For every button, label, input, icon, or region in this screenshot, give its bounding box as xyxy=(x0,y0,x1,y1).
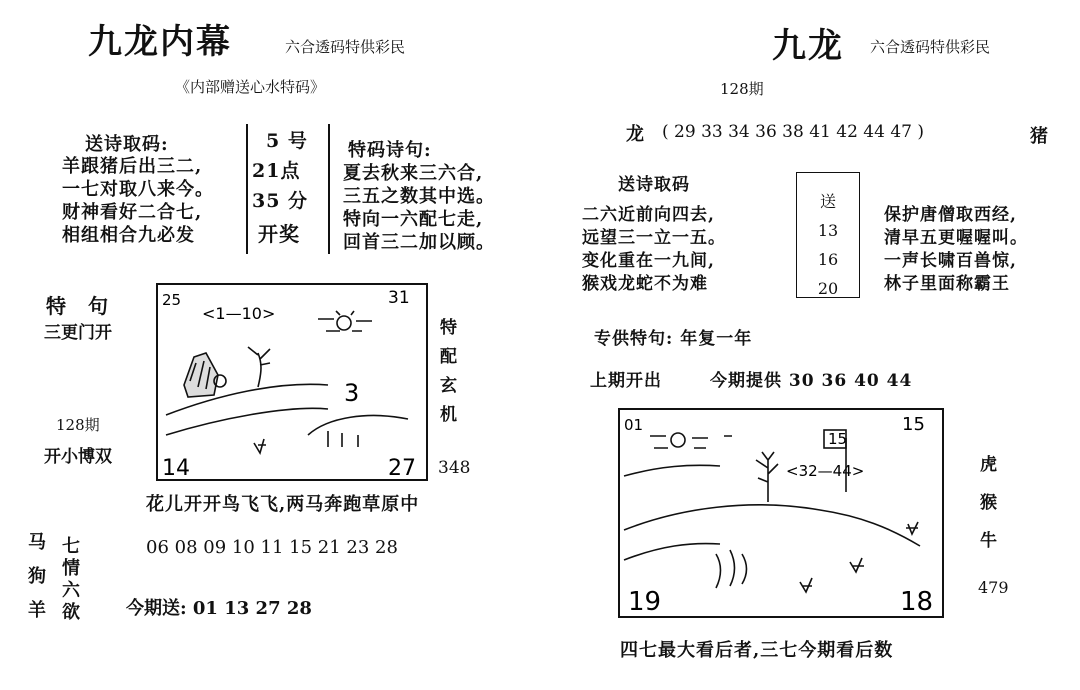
poem-line: 变化重在一九间, xyxy=(582,251,715,271)
poem-heading: 送诗取码: xyxy=(85,134,169,155)
emotion-label xyxy=(62,536,81,624)
animal: 猴 xyxy=(980,493,998,513)
corner-bl: 14 xyxy=(162,456,190,479)
right-sketch xyxy=(620,410,942,616)
te-label xyxy=(440,314,458,430)
last-label: 上期开出 xyxy=(590,371,662,391)
corner-tr: 31 xyxy=(388,288,410,308)
right-issue: 128期 xyxy=(720,80,764,98)
sun-icon xyxy=(318,311,372,331)
sun-icon xyxy=(650,433,732,448)
draw-day: 5 号 xyxy=(266,130,308,152)
dragon-label: 龙 xyxy=(626,124,645,145)
poem-line: 保护唐僧取西经, xyxy=(884,205,1017,225)
te-char: 玄 xyxy=(440,376,458,396)
corner-tl: 01 xyxy=(624,416,644,434)
right-title: 九龙 xyxy=(772,26,844,66)
divider xyxy=(328,124,330,254)
special-line: 回首三二加以顾。 xyxy=(343,232,495,253)
provide-text: 今期提供 30 36 40 44 xyxy=(710,371,913,391)
te-char: 配 xyxy=(440,347,458,367)
poem-line: 羊跟猪后出三二, xyxy=(62,156,203,177)
kai-text: 开小博双 xyxy=(44,447,112,467)
animal: 虎 xyxy=(980,455,998,475)
te-char: 特 xyxy=(440,318,458,338)
draw-minute: 35 分 xyxy=(252,190,309,212)
left-picture xyxy=(156,283,428,481)
send-number: 20 xyxy=(817,279,839,298)
today-send: 今期送: 01 13 27 28 xyxy=(126,598,312,619)
left-title: 九龙内幕 xyxy=(88,22,232,62)
corner-br: 27 xyxy=(388,456,416,479)
poem-line: 林子里面称霸王 xyxy=(884,274,1010,294)
range-text: <32—44> xyxy=(786,462,865,480)
left-code: 348 xyxy=(438,458,471,478)
poem-line: 二六近前向四去, xyxy=(582,205,715,225)
dragon-numbers: ( 29 33 34 36 38 41 42 44 47 ) xyxy=(662,122,924,142)
corner-tr: 15 xyxy=(902,414,925,435)
emotion-char: 七 xyxy=(62,536,81,557)
left-sketch xyxy=(158,285,426,479)
te-char: 机 xyxy=(440,405,458,425)
corner-bl: 19 xyxy=(628,587,662,616)
send-box xyxy=(796,172,860,298)
poem-line: 猴戏龙蛇不为难 xyxy=(582,274,708,294)
box-text: 15 xyxy=(828,430,848,448)
landscape-sketch xyxy=(624,430,920,592)
special-line: 特向一六配七走, xyxy=(343,209,484,230)
riddle-text: 花儿开开鸟飞飞,两马奔跑草原中 xyxy=(146,494,420,515)
poem-line: 一七对取八来今。 xyxy=(62,179,214,200)
send-label: 送 xyxy=(819,192,836,211)
gift-title: 《内部赠送心水特码》 xyxy=(175,78,326,96)
send-values xyxy=(797,173,859,303)
right-picture xyxy=(618,408,944,618)
right-poem-lines xyxy=(582,204,726,296)
special-sentence: 专供特句: 年复一年 xyxy=(594,329,753,349)
emotion-char: 欲 xyxy=(62,602,81,623)
pig-label: 猪 xyxy=(1030,126,1049,147)
animal: 马 xyxy=(28,532,47,553)
draw-label: 开奖 xyxy=(258,222,300,246)
left-subtitle: 六合透码特供彩民 xyxy=(285,38,406,56)
mark-text: 3 xyxy=(344,379,360,407)
poem-line: 相组相合九必发 xyxy=(62,225,195,246)
left-issue: 128期 xyxy=(56,416,100,434)
poem-line: 远望三一立一五。 xyxy=(582,228,726,248)
poem-lines xyxy=(62,155,214,247)
poem-line: 财神看好二合七, xyxy=(62,202,203,223)
divider xyxy=(246,124,248,254)
footer-text: 四七最大看后者,三七今期看后数 xyxy=(620,640,894,661)
left-animals xyxy=(28,526,47,628)
poem-line: 一声长啸百兽惊, xyxy=(884,251,1017,271)
special-heading: 特码诗句: xyxy=(348,140,432,161)
right-code: 479 xyxy=(978,578,1009,597)
corner-tl: 25 xyxy=(162,291,182,309)
right-poem2-lines xyxy=(884,204,1028,296)
right-subtitle: 六合透码特供彩民 xyxy=(870,38,991,56)
animal: 狗 xyxy=(28,566,47,587)
emotion-char: 情 xyxy=(62,558,81,579)
tejv-label: 特 句 xyxy=(46,294,109,318)
special-line: 三五之数其中选。 xyxy=(343,186,495,207)
tejv-text: 三更门开 xyxy=(44,323,112,343)
right-animals xyxy=(980,446,998,560)
poem-line: 清早五更喔喔叫。 xyxy=(884,228,1028,248)
number-list: 06 08 09 10 11 15 21 23 28 xyxy=(146,537,398,558)
draw-hour: 21点 xyxy=(252,160,301,182)
special-line: 夏去秋来三六合, xyxy=(343,163,484,184)
emotion-char: 六 xyxy=(62,580,81,601)
corner-br: 18 xyxy=(900,587,934,616)
send-number: 13 xyxy=(817,221,839,240)
animal: 牛 xyxy=(980,531,998,551)
range-text: <1—10> xyxy=(202,304,276,323)
send-number: 16 xyxy=(817,250,839,269)
animal: 羊 xyxy=(28,600,47,621)
special-lines xyxy=(343,162,495,254)
hill-sketch xyxy=(166,347,408,453)
right-poem-heading: 送诗取码 xyxy=(618,175,690,195)
